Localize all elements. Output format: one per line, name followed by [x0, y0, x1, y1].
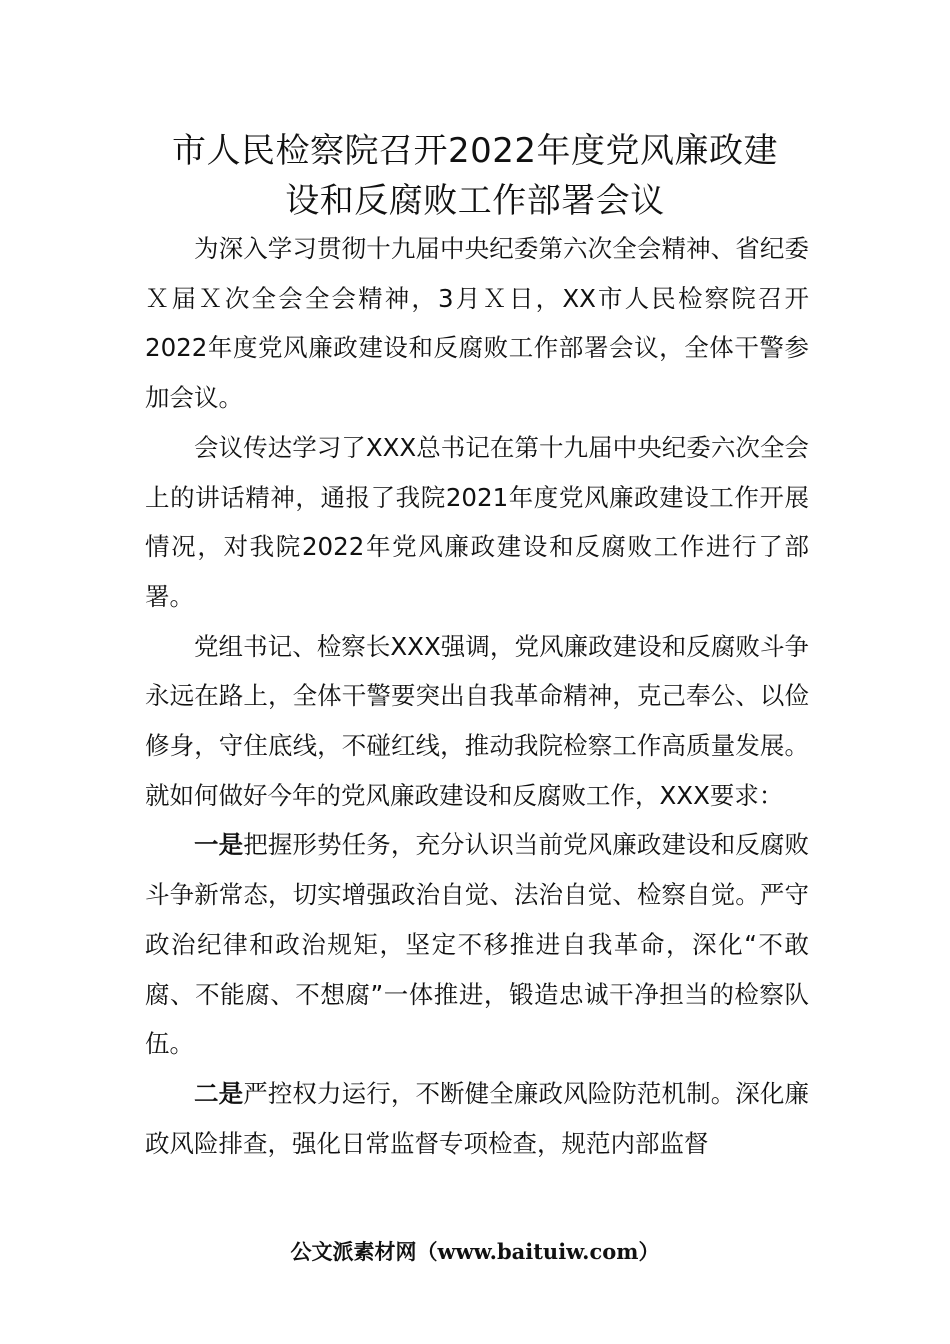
paragraph-emphasis: 党组书记、检察长XXX强调，党风廉政建设和反腐败斗争永远在路上，全体干警要突出自我革命精神，克己奉公、以俭修身，守住底线，不碰红线，推动我院检察工作高质量发展。就如何做好今年的党风廉政建设和反腐败工作，XXX要求：: [145, 631, 809, 810]
document-body: [145, 224, 809, 1168]
paragraph-meeting-content: 会议传达学习了XXX总书记在第十九届中央纪委六次全会上的讲话精神，通报了我院2021年度党风廉政建设工作开展情况，对我院2022年党风廉政建设和反腐败工作进行了部署。: [145, 432, 809, 611]
requirement-1-text: 把握形势任务，充分认识当前党风廉政建设和反腐败斗争新常态，切实增强政治自觉、法治自觉、检察自觉。严守政治纪律和政治规矩，坚定不移推进自我革命，深化“不敢腐、不能腐、不想腐”一体推进，锻造忠诚干净担当的检察队伍。: [145, 830, 810, 1059]
title-line-2: 设和反腐败工作部署会议: [285, 181, 665, 221]
document-title: [120, 126, 830, 226]
requirement-1-lead: 一是: [194, 830, 244, 860]
page-footer-watermark: 公文派素材网（www.baituiw.com）: [290, 1239, 660, 1264]
requirement-2-lead: 二是: [194, 1078, 244, 1108]
title-line-1: 市人民检察院召开2022年度党风廉政建: [171, 131, 779, 171]
requirement-2-text: 严控权力运行，不断健全廉政风险防范机制。深化廉政风险排查，强化日常监督专项检查，规范内部监督: [145, 1078, 810, 1158]
paragraph-requirement-2: [145, 1069, 809, 1168]
paragraph-requirement-1: [145, 820, 809, 1069]
paragraph-intro: 为深入学习贯彻十九届中央纪委第六次全会精神、省纪委Ｘ届Ｘ次全会全会精神，3月Ｘ日，XX市人民检察院召开2022年度党风廉政建设和反腐败工作部署会议，全体干警参加会议。: [145, 234, 809, 413]
